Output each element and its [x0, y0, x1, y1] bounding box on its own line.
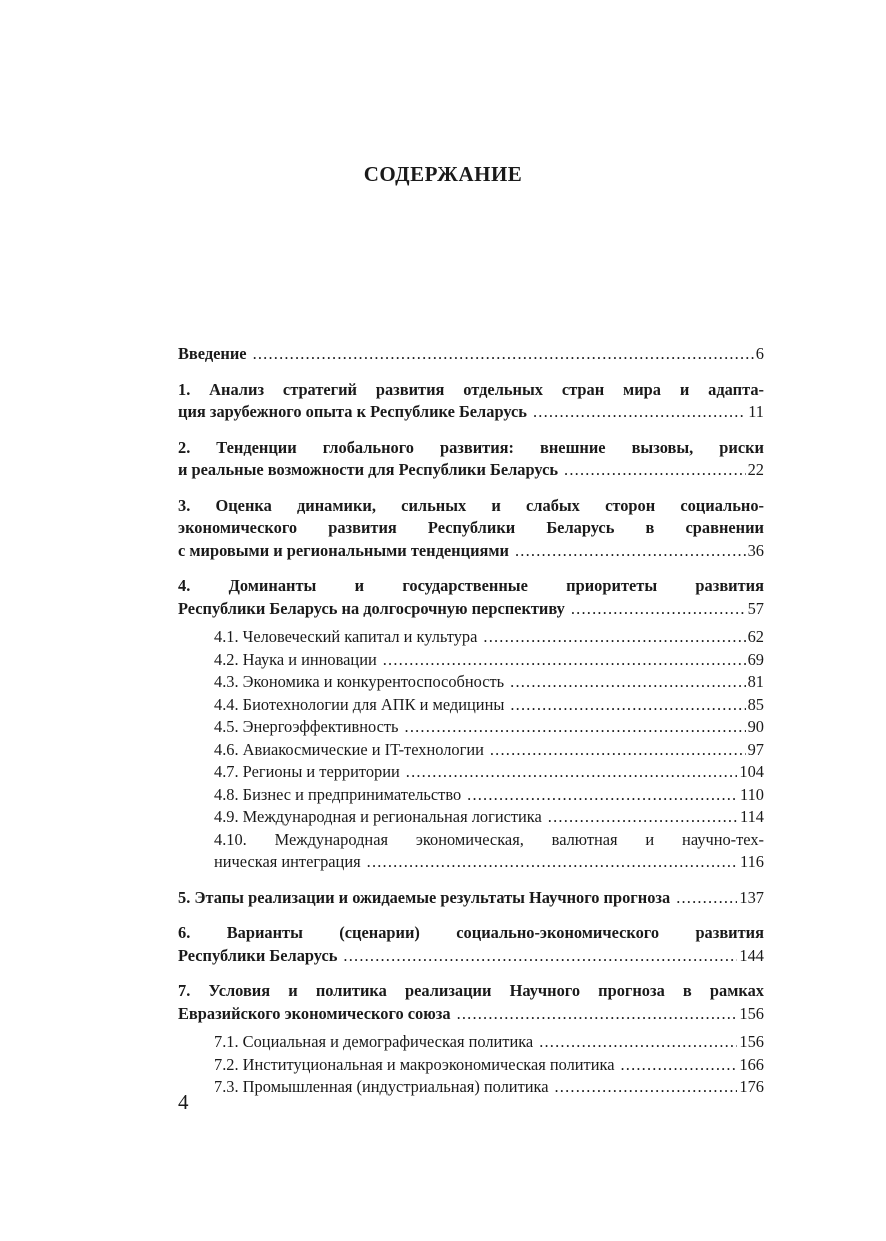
toc-subsection-entry[interactable]	[214, 806, 764, 829]
toc-page-number: 156	[739, 1032, 764, 1051]
dot-leader	[406, 761, 738, 784]
dot-leader	[383, 649, 746, 672]
toc-page-number: 85	[747, 694, 764, 714]
toc-page-number: 144	[739, 945, 764, 965]
toc-section-entry[interactable]	[178, 495, 764, 563]
dot-leader	[490, 739, 746, 762]
toc-entry-title-line: 4.9. Международная и региональная логистика	[214, 807, 542, 826]
toc-section-entry[interactable]	[178, 437, 764, 482]
dot-leader	[515, 540, 746, 563]
toc-page-number: 97	[747, 739, 764, 759]
toc-subsection-entry[interactable]	[214, 739, 764, 762]
toc-subsection-entry[interactable]	[214, 761, 764, 784]
toc-entry-title-line: 4.7. Регионы и территории	[214, 762, 400, 781]
toc-page-number: 176	[739, 1077, 764, 1096]
dot-leader	[620, 1054, 737, 1077]
toc-subsection-entry[interactable]	[214, 1054, 764, 1077]
toc-entry-title-line: 7. Условия и политика реализации Научного прогноза в рамках	[178, 981, 764, 1000]
toc-page-number: 137	[739, 887, 764, 907]
toc-page-number: 81	[747, 672, 764, 691]
dot-leader	[510, 671, 745, 694]
dot-leader	[367, 851, 738, 874]
dot-leader	[483, 626, 745, 649]
page-number: 4	[178, 1090, 189, 1114]
toc-subsection-entry[interactable]	[214, 626, 764, 649]
dot-leader	[467, 784, 738, 807]
toc-subsection-entry[interactable]	[214, 1031, 764, 1054]
toc-page-number: 69	[747, 649, 764, 669]
toc-entry-title-line: 4.5. Энергоэффективность	[214, 717, 399, 736]
toc-page-number: 90	[747, 717, 764, 736]
toc-entry-title-line: 1. Анализ стратегий развития отдельных стран мира и адапта-	[178, 379, 764, 399]
dot-leader	[343, 945, 737, 968]
toc-subsection-entry[interactable]	[214, 649, 764, 672]
toc-subsection-entry[interactable]	[214, 829, 764, 874]
toc-page-number: 6	[755, 344, 764, 363]
dot-leader	[564, 459, 746, 482]
dot-leader	[571, 598, 746, 621]
toc-entry-title-line: 4. Доминанты и государственные приоритеты развития	[178, 576, 764, 595]
toc-page-number: 57	[747, 598, 764, 618]
toc-entry-title-line: экономического развития Республики Беларусь в сравнении	[178, 518, 764, 537]
dot-leader	[676, 887, 737, 910]
toc-page-number: 62	[747, 627, 764, 646]
toc-page-number: 110	[740, 784, 764, 804]
toc-entry-title-line: 3. Оценка динамики, сильных и слабых сторон социально-	[178, 495, 764, 515]
toc-subsection-entry[interactable]	[214, 694, 764, 717]
toc-subsection-entry[interactable]	[214, 716, 764, 739]
toc-section-entry[interactable]	[178, 922, 764, 967]
toc-entry-title-line: 4.8. Бизнес и предпринимательство	[214, 784, 462, 804]
toc-page-number: 114	[740, 807, 764, 826]
dot-leader	[253, 343, 754, 366]
toc-entry-title-line: 4.1. Человеческий капитал и культура	[214, 627, 478, 646]
toc-page-number: 36	[747, 540, 764, 560]
toc-page-number: 11	[748, 402, 764, 421]
toc-entry-title-line: 7.3. Промышленная (индустриальная) политика	[214, 1077, 549, 1096]
toc-entry-title-line: 7.1. Социальная и демографическая политика	[214, 1032, 534, 1051]
toc-entry-title-line: 5. Этапы реализации и ожидаемые результаты Научного прогноза	[178, 887, 671, 907]
toc-page-number: 156	[739, 1003, 764, 1023]
toc-entry-title-line: с мировыми и региональными тенденциями	[178, 540, 509, 560]
dot-leader	[405, 716, 746, 739]
dot-leader	[457, 1003, 738, 1026]
toc-page-number: 166	[739, 1054, 764, 1074]
toc-entry-title-line: 4.4. Биотехнологии для АПК и медицины	[214, 694, 505, 714]
dot-leader	[510, 694, 745, 717]
toc-page-number: 104	[739, 762, 764, 781]
toc-subsection-entry[interactable]	[214, 784, 764, 807]
toc-page-number: 116	[740, 852, 764, 871]
toc-section-entry[interactable]	[178, 575, 764, 620]
toc-entry-title-line: 6. Варианты (сценарии) социально-экономического развития	[178, 923, 764, 942]
toc-entry-title-line: 4.2. Наука и инновации	[214, 649, 377, 669]
dot-leader	[533, 401, 746, 424]
toc-section-entry[interactable]	[178, 379, 764, 424]
toc-section-entry[interactable]	[178, 887, 764, 910]
dot-leader	[555, 1076, 738, 1099]
table-of-contents	[178, 343, 764, 1099]
toc-page-number: 22	[747, 460, 764, 479]
toc-entry-title-line: Республики Беларусь	[178, 945, 338, 965]
toc-entry-title-line: Введение	[178, 344, 247, 363]
toc-entry-title-line: 2. Тенденции глобального развития: внешние вызовы, риски	[178, 437, 764, 457]
toc-entry-title-line: 4.3. Экономика и конкурентоспособность	[214, 672, 505, 691]
page-title: СОДЕРЖАНИЕ	[363, 162, 523, 186]
toc-entry-title-line: ническая интеграция	[214, 852, 361, 871]
dot-leader	[548, 806, 738, 829]
toc-subsection-entry[interactable]	[214, 1076, 764, 1099]
toc-entry-title-line: 4.6. Авиакосмические и IT-технологии	[214, 739, 484, 759]
dot-leader	[539, 1031, 737, 1054]
toc-subsection-entry[interactable]	[214, 671, 764, 694]
toc-entry-title-line: 7.2. Институциональная и макроэкономическая политика	[214, 1054, 615, 1074]
toc-entry-title-line: 4.10. Международная экономическая, валютная и научно-тех-	[214, 829, 764, 849]
toc-entry-title-line: и реальные возможности для Республики Беларусь	[178, 460, 559, 479]
toc-section-entry[interactable]	[178, 980, 764, 1025]
toc-entry-title-line: Евразийского экономического союза	[178, 1003, 451, 1023]
toc-entry-title-line: Республики Беларусь на долгосрочную перспективу	[178, 598, 565, 618]
toc-entry-title-line: ция зарубежного опыта к Республике Беларусь	[178, 402, 527, 421]
toc-section-entry[interactable]	[178, 343, 764, 366]
